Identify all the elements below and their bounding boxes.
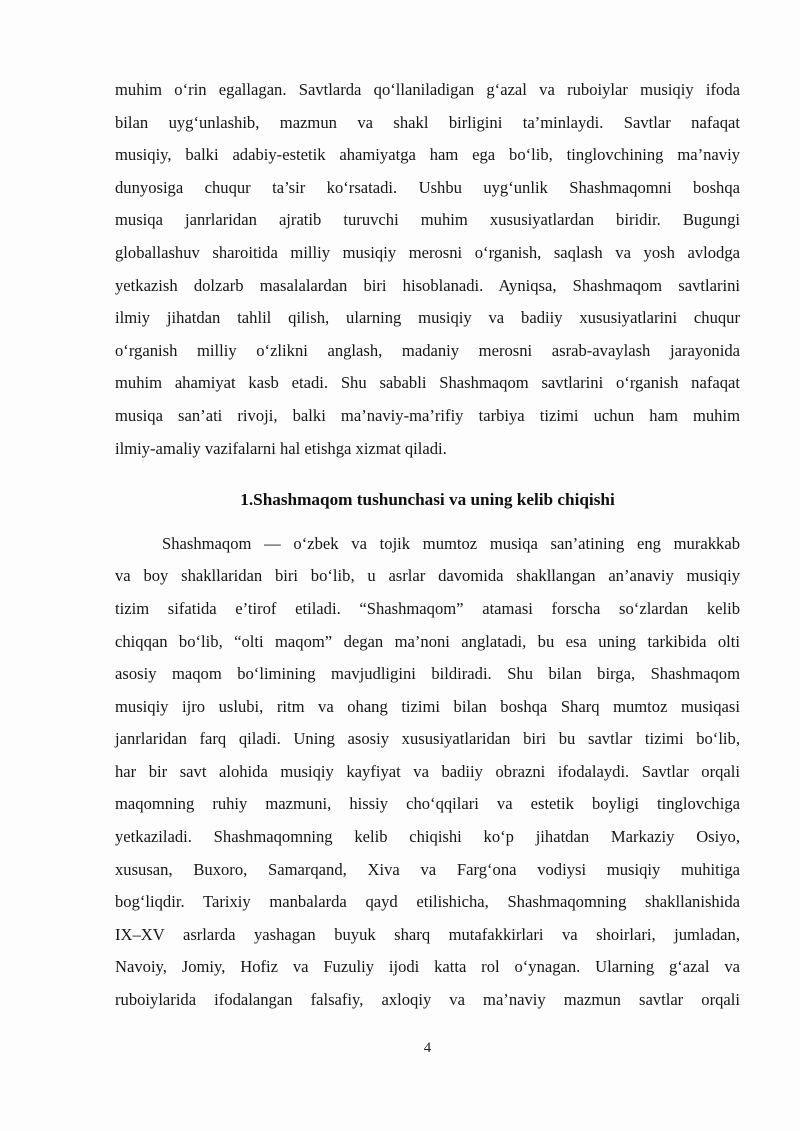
text-line: musiqa san’ati rivoji, balki ma’naviy-ma’rifiy tarbiya tizimi uchun ham muhim xyxy=(115,405,740,425)
text-line: maqomning ruhiy mazmuni, hissiy cho‘qqilari va estetik boyligi tinglovchiga xyxy=(115,794,740,814)
text-line: muhim ahamiyat kasb etadi. Shu sababli Shashmaqom savtlarini o‘rganish nafaqat xyxy=(115,373,740,393)
text-line: ilmiy jihatdan tahlil qilish, ularning musiqiy va badiiy xususiyatlarini chuqur xyxy=(115,308,740,328)
text-line: dunyosiga chuqur ta’sir ko‘rsatadi. Ushbu uyg‘unlik Shashmaqomni boshqa xyxy=(115,177,740,197)
text-line: va boy shakllaridan biri bo‘lib, u asrlar davomida shakllangan an’anaviy musiqiy xyxy=(115,566,740,586)
paragraph-continuation xyxy=(115,74,740,465)
section-heading: 1.Shashmaqom tushunchasi va uning kelib chiqishi xyxy=(240,490,615,510)
text-block xyxy=(115,74,740,1017)
text-line: asosiy maqom bo‘limining mavjudligini bildiradi. Shu bilan birga, Shashmaqom xyxy=(115,664,740,684)
text-line: chiqqan bo‘lib, “olti maqom” degan ma’noni anglatadi, bu esa uning tarkibida olti xyxy=(115,631,740,651)
text-line: bog‘liqdir. Tarixiy manbalarda qayd etilishicha, Shashmaqomning shakllanishida xyxy=(115,892,740,912)
text-line: o‘rganish milliy o‘zlikni anglash, madaniy merosni asrab-avaylash jarayonida xyxy=(115,340,740,360)
text-line: xususan, Buxoro, Samarqand, Xiva va Farg‘ona vodiysi musiqiy muhitiga xyxy=(115,859,740,879)
text-line: muhim o‘rin egallagan. Savtlarda qo‘llaniladigan g‘azal va ruboiylar musiqiy ifoda xyxy=(115,80,740,99)
text-line: tizim sifatida e’tirof etiladi. “Shashmaqom” atamasi forscha so‘zlardan kelib xyxy=(115,598,740,618)
page-number: 4 xyxy=(423,1040,432,1056)
text-line: yetkaziladi. Shashmaqomning kelib chiqishi ko‘p jihatdan Markaziy Osiyo, xyxy=(115,827,740,847)
text-line: ilmiy-amaliy vazifalarni hal etishga xizmat qiladi. xyxy=(115,438,447,458)
text-line: ruboiylarida ifodalangan falsafiy, axloqiy va ma’naviy mazmun savtlar orqali xyxy=(115,990,740,1010)
text-line: Navoiy, Jomiy, Hofiz va Fuzuliy ijodi katta rol o‘ynagan. Ularning g‘azal va xyxy=(115,957,740,977)
text-line: janrlaridan farq qiladi. Uning asosiy xususiyatlaridan biri bu savtlar tizimi bo‘lib, xyxy=(115,729,740,749)
text-line: globallashuv sharoitida milliy musiqiy merosni o‘rganish, saqlash va yosh avlodga xyxy=(115,242,740,262)
text-line: yetkazish dolzarb masalalardan biri hisoblanadi. Ayniqsa, Shashmaqom savtlarini xyxy=(115,275,740,295)
text-line: musiqiy ijro uslubi, ritm va ohang tizimi bilan boshqa Sharq mumtoz musiqasi xyxy=(115,696,740,716)
text-line: IX–XV asrlarda yashagan buyuk sharq mutafakkirlari va shoirlari, jumladan, xyxy=(115,924,740,944)
text-line: bilan uyg‘unlashib, mazmun va shakl birligini ta’minlaydi. Savtlar nafaqat xyxy=(115,112,740,132)
text-line: musiqiy, balki adabiy-estetik ahamiyatga ham ega bo‘lib, tinglovchining ma’naviy xyxy=(115,145,740,165)
paragraph-shashmaqom-intro xyxy=(115,528,740,1017)
text-line: Shashmaqom — o‘zbek va tojik mumtoz musiqa san’atining eng murakkab xyxy=(162,533,740,553)
text-line: musiqa janrlaridan ajratib turuvchi muhim xususiyatlardan biridir. Bugungi xyxy=(115,210,740,230)
text-line: har bir savt alohida musiqiy kayfiyat va badiiy obrazni ifodalaydi. Savtlar orqali xyxy=(115,761,740,781)
